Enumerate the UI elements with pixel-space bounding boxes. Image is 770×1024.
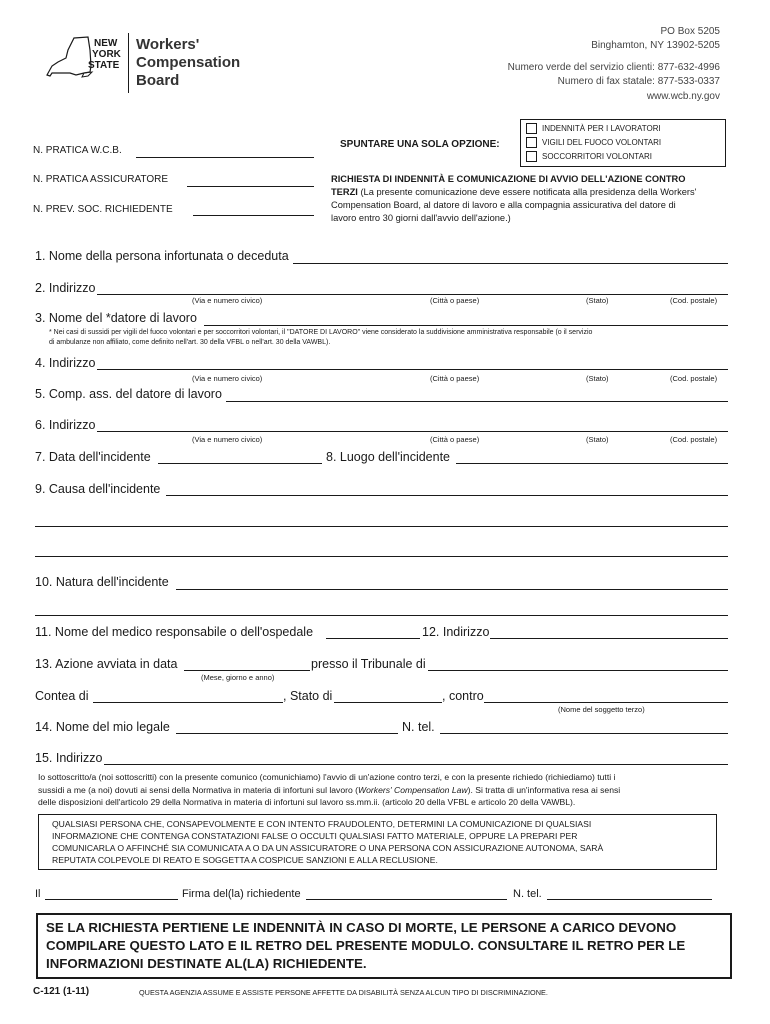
field9-input-line2[interactable]	[35, 526, 728, 527]
option-label-firefighters: VIGILI DEL FUOCO VOLONTARI	[542, 138, 662, 147]
fraud-warning-line2: INFORMAZIONE CHE CONTENGA CONSTATAZIONI FALSE O OCCULTI QUALSIASI FATTO MATERIALE, OPPURE LA PREPARI PER	[52, 831, 578, 841]
address-line1: PO Box 5205	[660, 26, 720, 37]
field6-sub-zip: (Cod. postale)	[670, 435, 718, 444]
claimant-ssn-field[interactable]	[193, 215, 314, 216]
notice-title-rest: (La presente comunicazione deve essere notificata alla presidenza della Workers'	[357, 187, 697, 197]
field6-sub-street: (Via e numero civico)	[192, 435, 263, 444]
notice-title-line2	[331, 187, 696, 197]
logo-state-line2: YORK	[92, 49, 121, 60]
field3-note-line2: di ambulanze non affiliato, come definito nell'art. 30 della VFBL o nell'art. 30 della VAWBL).	[49, 339, 331, 346]
form-id: C-121 (1-11)	[33, 986, 90, 997]
field14-input[interactable]	[176, 733, 398, 734]
field3-note-line1: * Nei casi di sussidi per vigili del fuoco volontari e per soccorritori volontari, il "DATORE DI LAVORO" viene considerato la suddivisione amministrativa responsabile (o il servizio	[49, 329, 593, 336]
field8-input[interactable]	[456, 463, 728, 464]
statement-line3: delle disposizioni dell'articolo 29 della Normativa in materia di infortuni sul lavoro ss.mm.ii. (articolo 20 della VFBL e articolo 20 della VAWBL).	[38, 797, 576, 807]
field4-sub-city: (Città o paese)	[430, 374, 480, 383]
death-box-line2: COMPILARE QUESTO LATO E IL RETRO DEL PRESENTE MODULO. CONSULTARE IL RETRO PER LE	[46, 938, 686, 953]
field13-date-sublabel: (Mese, giorno e anno)	[201, 673, 275, 682]
fraud-warning-line4: REPUTATA COLPEVOLE DI REATO E SOGGETTA A COSPICUE SANZIONI E ALLA RECLUSIONE.	[52, 855, 438, 865]
statement-line2-a: sussidi a me (a noi) dovuti ai sensi della Normativa in materia di infortuni sul lavoro (	[38, 785, 359, 795]
address-line2: Binghamton, NY 13902-5205	[591, 40, 720, 51]
logo-board-line3: Board	[136, 72, 180, 89]
field3-label: 3. Nome del *datore di lavoro	[35, 311, 197, 325]
field4-sub-street: (Via e numero civico)	[192, 374, 263, 383]
field8-label: 8. Luogo dell'incidente	[326, 450, 451, 464]
state-label: , Stato di	[283, 689, 333, 703]
claimant-ssn-label: N. PREV. SOC. RICHIEDENTE	[33, 204, 173, 215]
county-label: Contea di	[35, 689, 89, 703]
signature-phone-input[interactable]	[547, 899, 712, 900]
field6-input[interactable]	[97, 431, 728, 432]
wcb-case-label: N. PRATICA W.C.B.	[33, 145, 122, 156]
state-input[interactable]	[334, 702, 442, 703]
field2-sub-state: (Stato)	[586, 296, 609, 305]
field2-sub-street: (Via e numero civico)	[192, 296, 263, 305]
field10-label: 10. Natura dell'incidente	[35, 575, 169, 589]
field10-input-line2[interactable]	[35, 615, 728, 616]
carrier-case-label: N. PRATICA ASSICURATORE	[33, 174, 169, 185]
field12-input[interactable]	[490, 638, 728, 639]
statement-line2	[38, 785, 620, 795]
field4-input[interactable]	[97, 369, 728, 370]
field2-label: 2. Indirizzo	[35, 281, 96, 295]
against-input[interactable]	[484, 702, 728, 703]
option-checkbox-ambulance[interactable]	[526, 151, 537, 162]
signature-il-label: Il	[35, 888, 41, 900]
logo-divider	[128, 33, 129, 93]
field14-label: 14. Nome del mio legale	[35, 720, 170, 734]
option-label-ambulance: SOCCORRITORI VOLONTARI	[542, 152, 652, 161]
field1-input[interactable]	[293, 263, 728, 264]
notice-line4: lavoro entro 30 giorni dall'avvio dell'azione.)	[331, 213, 511, 223]
field5-label: 5. Comp. ass. del datore di lavoro	[35, 387, 222, 401]
notice-line3: Compensation Board, al datore di lavoro e alla compagnia assicurativa del datore di	[331, 200, 676, 210]
statement-line2-law: Workers' Compensation Law	[358, 785, 468, 795]
option-label-workers: INDENNITÀ PER I LAVORATORI	[542, 124, 661, 133]
field5-input[interactable]	[226, 401, 728, 402]
equal-opportunity-text: QUESTA AGENZIA ASSUME E ASSISTE PERSONE AFFETTE DA DISABILITÀ SENZA ALCUN TIPO DI DISCRIMINAZIONE.	[139, 988, 548, 997]
field7-input[interactable]	[158, 463, 322, 464]
field9-input[interactable]	[166, 495, 728, 496]
field9-label: 9. Causa dell'incidente	[35, 482, 161, 496]
carrier-case-field[interactable]	[187, 186, 314, 187]
field11-label: 11. Nome del medico responsabile o dell'ospedale	[35, 625, 314, 639]
statement-line2-c: ). Si tratta di un'informativa resa ai sensi	[467, 785, 621, 795]
field4-sub-zip: (Cod. postale)	[670, 374, 718, 383]
field15-input[interactable]	[104, 764, 728, 765]
field2-sub-zip: (Cod. postale)	[670, 296, 718, 305]
field13-court-input[interactable]	[428, 670, 728, 671]
field12-label: 12. Indirizzo	[422, 625, 490, 639]
signature-date-input[interactable]	[45, 899, 178, 900]
field15-label: 15. Indirizzo	[35, 751, 103, 765]
against-label: , contro	[442, 689, 484, 703]
field13-label: 13. Azione avviata in data	[35, 657, 178, 671]
third-party-sublabel: (Nome del soggetto terzo)	[558, 705, 645, 714]
county-input[interactable]	[93, 702, 283, 703]
notice-title-line1: RICHIESTA DI INDENNITÀ E COMUNICAZIONE DI AVVIO DELL'AZIONE CONTRO	[331, 174, 686, 184]
fax-line: Numero di fax statale: 877-533-0337	[557, 76, 720, 87]
field6-sub-state: (Stato)	[586, 435, 609, 444]
field11-input[interactable]	[326, 638, 420, 639]
field2-input[interactable]	[97, 294, 728, 295]
field6-label: 6. Indirizzo	[35, 418, 96, 432]
field13-date-input[interactable]	[184, 670, 310, 671]
signature-phone-label: N. tel.	[513, 888, 542, 900]
field9-input-line3[interactable]	[35, 556, 728, 557]
field14-phone-label: N. tel.	[402, 720, 435, 734]
field6-sub-city: (Città o paese)	[430, 435, 480, 444]
notice-title-terzi: TERZI	[331, 187, 358, 197]
field1-label: 1. Nome della persona infortunata o deceduta	[35, 249, 289, 263]
fraud-warning-line1: QUALSIASI PERSONA CHE, CONSAPEVOLMENTE E CON INTENTO FRAUDOLENTO, DETERMINI LA COMUNICAZIONE DI QUALSIASI	[52, 819, 592, 829]
field13-court-label: presso il Tribunale di	[311, 657, 426, 671]
signature-input[interactable]	[306, 899, 507, 900]
website: www.wcb.ny.gov	[646, 91, 720, 102]
field3-input[interactable]	[204, 325, 728, 326]
death-box-line3: INFORMAZIONI DESTINATE AL(LA) RICHIEDENTE.	[46, 956, 367, 971]
nys-map-logo	[44, 36, 94, 80]
logo-board-line2: Compensation	[136, 54, 241, 71]
field4-label: 4. Indirizzo	[35, 356, 96, 370]
logo-state-line1: NEW	[94, 38, 118, 49]
field4-sub-state: (Stato)	[586, 374, 609, 383]
field14-phone-input[interactable]	[440, 733, 728, 734]
statement-line1: Io sottoscritto/a (noi sottoscritti) con la presente comunico (comunichiamo) l'avvio di un'azione contro terzi, e con la presente richiedo (richiediamo) tutti i	[38, 772, 616, 782]
field7-label: 7. Data dell'incidente	[35, 450, 151, 464]
fraud-warning-line3: COMUNICARLA O AFFINCHÉ SIA COMUNICATA A O DA UN ASSICURATORE O UNA PERSONA CON ASSICURAZIONE AUTONOMA, SARÀ	[52, 843, 604, 853]
field2-sub-city: (Città o paese)	[430, 296, 480, 305]
death-box-line1: SE LA RICHIESTA PERTIENE LE INDENNITÀ IN CASO DI MORTE, LE PERSONE A CARICO DEVONO	[46, 920, 677, 935]
signature-label: Firma del(la) richiedente	[182, 888, 301, 900]
options-prompt: SPUNTARE UNA SOLA OPZIONE:	[340, 139, 500, 150]
field10-input[interactable]	[176, 589, 728, 590]
phone-line: Numero verde del servizio clienti: 877-632-4996	[507, 62, 720, 73]
logo-board-line1: Workers'	[136, 36, 200, 53]
logo-state-line3: STATE	[88, 60, 120, 71]
option-checkbox-workers[interactable]	[526, 123, 537, 134]
wcb-case-field[interactable]	[136, 157, 314, 158]
option-checkbox-firefighters[interactable]	[526, 137, 537, 148]
